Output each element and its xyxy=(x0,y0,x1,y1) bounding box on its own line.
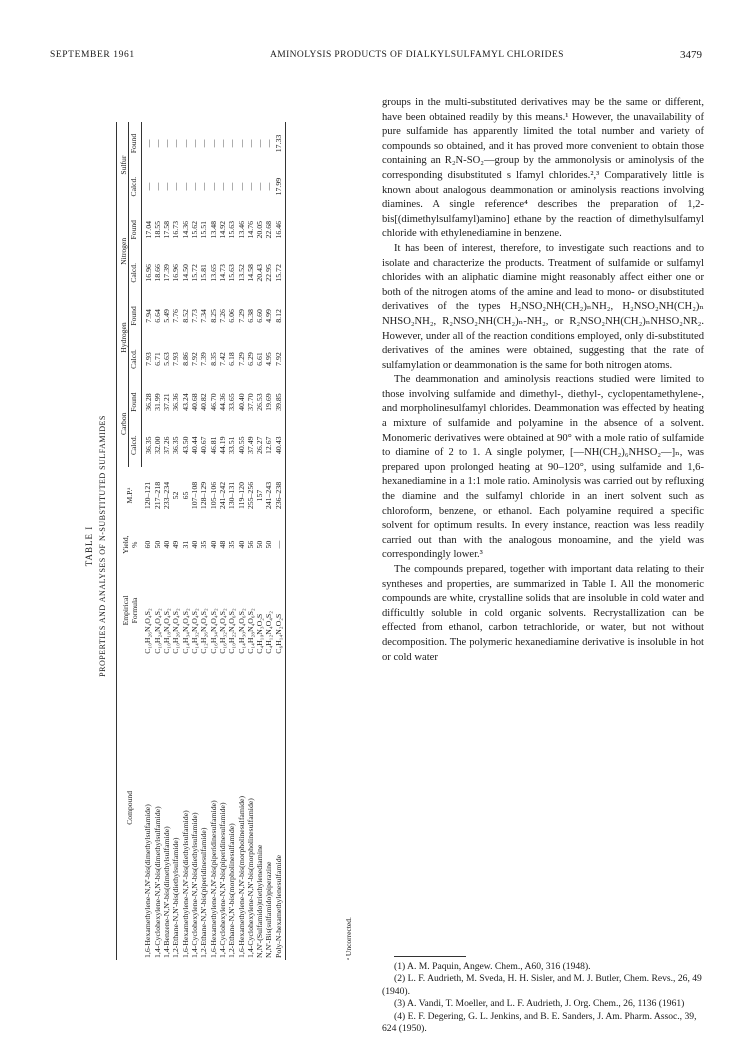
cell-c-found: 36.36 xyxy=(171,393,181,411)
table-row xyxy=(141,122,153,960)
yield-header-2: % xyxy=(130,541,140,548)
cell-n-found: 15.63 xyxy=(227,220,237,239)
cell-n-calcd: 15.72 xyxy=(190,264,200,282)
cell-formula: C₁₀H₂₆N₄O₄S₂ xyxy=(171,608,181,654)
cell-mp: 157 xyxy=(255,489,265,502)
cell-mp: 241–243 xyxy=(264,481,274,510)
cell-h-found: 8.12 xyxy=(274,294,286,337)
cell-h-calcd: 6.61 xyxy=(255,352,265,366)
cell-n-calcd: 14.58 xyxy=(245,264,255,282)
cell-mp: 241–242 xyxy=(217,481,227,510)
table-body xyxy=(141,122,285,960)
cell-c-calcd: 37.26 xyxy=(162,436,172,454)
cell-h-calcd: 6.18 xyxy=(227,352,237,366)
cell-s-calcd: — xyxy=(264,182,274,191)
cell-s-found: — xyxy=(245,139,255,148)
cell-s-calcd: — xyxy=(162,182,172,191)
cell-formula: C₆H₁₄N₂O₂S xyxy=(274,565,286,656)
cell-n-found: 22.68 xyxy=(264,220,274,239)
table-row xyxy=(237,122,246,960)
col-nitrogen: Nitrogen xyxy=(117,208,129,294)
col-sulfur: Sulfur xyxy=(117,122,129,208)
cell-c-calcd: 40.43 xyxy=(274,424,286,467)
carbon-calcd-header: Calcd. xyxy=(129,424,141,467)
cell-c-calcd: 40.44 xyxy=(190,436,200,454)
sulfur-calcd-header: Calcd. xyxy=(129,165,141,208)
cell-yield: 60 xyxy=(143,540,153,549)
reference-2: (2) L. F. Audrieth, M. Sveda, H. H. Sisler, and M. J. Butler, Chem. Revs., 26, 49 (1940). xyxy=(382,973,702,997)
cell-mp: 120–121 xyxy=(143,481,153,510)
cell-c-found: 26.53 xyxy=(255,393,265,411)
nitrogen-calcd-header: Calcd. xyxy=(129,251,141,294)
cell-s-calcd: — xyxy=(171,182,181,191)
cell-c-calcd: 26.27 xyxy=(255,436,265,454)
cell-compound: N,N'-(Sulfamido)triethylenediamine xyxy=(255,844,265,958)
cell-compound: 1,2-Ethane-N,N'-bis(diethylsulfamide) xyxy=(171,837,181,958)
cell-s-found: — xyxy=(171,139,181,148)
cell-n-calcd: 18.66 xyxy=(152,264,162,282)
cell-h-calcd: 5.63 xyxy=(162,352,172,366)
cell-compound: 1,4-Cyclohexylene-N,N'-bis(dimethylsulfamide) xyxy=(152,806,162,958)
cell-c-calcd: 12.67 xyxy=(264,436,274,454)
cell-formula: C₄H₁₀N₃O₂S xyxy=(255,613,265,654)
cell-s-found: — xyxy=(190,139,200,148)
cell-n-found: 13.46 xyxy=(236,220,246,239)
cell-h-calcd: 7.42 xyxy=(217,352,227,366)
cell-c-found: 33.65 xyxy=(227,393,237,411)
cell-mp: 128–129 xyxy=(199,481,209,510)
cell-formula: C₁₂H₂₆N₄O₄S₂ xyxy=(199,608,209,654)
table-row xyxy=(218,122,227,960)
cell-h-calcd: 7.29 xyxy=(236,352,246,366)
cell-c-calcd: 32.00 xyxy=(152,436,162,454)
table-region xyxy=(82,96,364,996)
cell-n-calcd: 14.73 xyxy=(217,264,227,282)
cell-mp: 119–120 xyxy=(236,482,246,510)
cell-yield: — xyxy=(274,524,286,565)
cell-h-calcd: 8.86 xyxy=(180,352,190,366)
cell-yield: 31 xyxy=(180,540,190,549)
cell-s-calcd: — xyxy=(227,182,237,191)
cell-c-found: 37.70 xyxy=(245,393,255,411)
cell-h-found: 6.60 xyxy=(255,309,265,323)
reference-4: (4) E. F. Degering, G. L. Jenkins, and B. E. Sanders, J. Am. Pharm. Assoc., 39, 624 (1950). xyxy=(382,1010,697,1035)
references xyxy=(382,956,704,1035)
cell-n-found: 15.62 xyxy=(190,220,200,239)
table-row xyxy=(274,122,286,960)
reference-1: (1) A. M. Paquin, Angew. Chem., A60, 316 (1948). xyxy=(394,961,591,972)
cell-n-calcd: 20.43 xyxy=(255,264,265,282)
cell-formula: C₁₀H₁₈N₄O₄S₂ xyxy=(162,608,172,654)
cell-compound: 1,4-Cyclohexylene-N,N'-bis(diethylsulfamide) xyxy=(190,812,200,958)
cell-s-found: 17.33 xyxy=(274,122,286,165)
table-row xyxy=(153,122,162,960)
cell-formula: C₁₀H₂₆N₄O₄S₂ xyxy=(143,608,153,654)
col-hydrogen: Hydrogen xyxy=(117,294,129,380)
table-row xyxy=(171,122,180,960)
cell-n-calcd: 14.50 xyxy=(180,264,190,282)
cell-n-found: 16.46 xyxy=(274,208,286,251)
cell-mp: 255–256 xyxy=(245,481,255,510)
cell-s-calcd: 17.99 xyxy=(274,165,286,208)
cell-mp: 236–238 xyxy=(274,467,286,524)
cell-s-found: — xyxy=(143,139,153,148)
cell-n-calcd: 13.52 xyxy=(236,264,246,282)
cell-n-calcd: 22.95 xyxy=(264,264,274,282)
cell-c-calcd: 33.51 xyxy=(227,436,237,454)
cell-c-calcd: 46.81 xyxy=(208,436,218,454)
cell-formula: C₁₄H₃₄N₄O₄S₂ xyxy=(180,608,190,654)
cell-compound: 1,6-Hexamethylene-N,N'-bis(diethylsulfamide) xyxy=(180,810,190,958)
cell-h-found: 6.64 xyxy=(152,309,162,323)
cell-c-calcd: 40.55 xyxy=(236,436,246,454)
table-row xyxy=(199,122,208,960)
cell-h-found: 8.52 xyxy=(180,309,190,323)
cell-n-calcd: 17.39 xyxy=(162,264,172,282)
cell-yield: 40 xyxy=(236,540,246,549)
cell-n-calcd: 15.72 xyxy=(274,251,286,294)
cell-yield: 35 xyxy=(227,540,237,549)
cell-s-calcd: — xyxy=(180,182,190,191)
cell-s-found: — xyxy=(199,139,209,148)
cell-s-calcd: — xyxy=(190,182,200,191)
cell-c-found: 40.82 xyxy=(199,393,209,411)
cell-n-found: 17.04 xyxy=(143,220,153,239)
cell-s-calcd: — xyxy=(152,182,162,191)
cell-c-found: 37.21 xyxy=(162,393,172,411)
cell-h-found: 7.29 xyxy=(236,309,246,323)
cell-compound: 1,2-Ethane-N,N'-bis(morpholinesulfamide) xyxy=(227,823,237,958)
header-title: AMINOLYSIS PRODUCTS OF DIALKYLSULFAMYL CHLORIDES xyxy=(270,50,564,60)
formula-header-1: Empirical xyxy=(120,595,130,626)
cell-compound: 1,4-Benzene-N,N'-bis(dimethylsulfamide) xyxy=(162,826,172,958)
cell-compound: 1,6-Hexamethylene-N,N'-bis(dimethylsulfamide) xyxy=(143,804,153,958)
cell-formula: C₁₆H₃₄N₄O₄S₂ xyxy=(208,608,218,654)
cell-h-found: 5.49 xyxy=(162,309,172,323)
header-date: SEPTEMBER 1961 xyxy=(50,50,135,60)
cell-n-calcd: 15.63 xyxy=(227,264,237,282)
yield-header-1: Yield, xyxy=(120,535,130,554)
cell-h-found: 6.06 xyxy=(227,309,237,323)
col-compound: Compound xyxy=(117,656,142,960)
cell-formula: C₁₆H₃₂N₄O₄S₂ xyxy=(217,608,227,654)
cell-mp: 65 xyxy=(180,491,190,500)
cell-h-found: 6.38 xyxy=(245,309,255,323)
cell-c-found: 39.85 xyxy=(274,381,286,424)
table-row xyxy=(162,122,171,960)
cell-n-calcd: 15.81 xyxy=(199,264,209,282)
reference-divider xyxy=(394,956,466,957)
sulfur-found-header: Found xyxy=(129,122,141,165)
cell-h-found: 7.94 xyxy=(143,309,153,323)
cell-s-found: — xyxy=(162,139,172,148)
cell-formula: C₁₄H₃₀N₄O₆S₂ xyxy=(236,608,246,654)
cell-compound: 1,6-Hexamethylene-N,N'-bis(piperidinesulfamide) xyxy=(208,800,218,958)
cell-mp: 105–106 xyxy=(208,481,218,510)
page-number: 3479 xyxy=(680,49,702,61)
cell-n-found: 17.58 xyxy=(162,220,172,239)
rotated-table xyxy=(82,96,364,996)
cell-s-calcd: — xyxy=(217,182,227,191)
cell-h-calcd: 7.93 xyxy=(171,352,181,366)
nitrogen-found-header: Found xyxy=(129,208,141,251)
cell-c-found: 19.69 xyxy=(264,393,274,411)
cell-n-found: 18.55 xyxy=(152,220,162,239)
cell-n-found: 13.48 xyxy=(208,220,218,239)
paragraph-2: It has been of interest, therefore, to investigate such reactions and to isolate and characterize the products. Treatment of sulfamide or sulfamyl chlorides with an aliphatic diamine might reasonably affect either one or both of the nitrogen atoms of the amine and lead to mono- or disubstituted derivatives of the types H₂NSO₂NH(CH₂)ₙNH₂, H₂NSO₂NH(CH₂)ₙ NHSO₂NH₂, R₂NSO₂NH(CH₂)ₙ-NH₂, or R₂NSO₂NH(CH₂)ₙNHSO₂NR₂. However, under all of the reaction conditions employed, only di-substituted derivatives of the amines were obtained, suggesting that the rate of sulfamylation or deammonation is the same for both nitrogen atoms. xyxy=(382,242,704,371)
cell-yield: 50 xyxy=(264,540,274,549)
cell-c-calcd: 44.19 xyxy=(217,436,227,454)
cell-mp: 107–108 xyxy=(190,481,200,510)
cell-c-calcd: 40.67 xyxy=(199,436,209,454)
table-row xyxy=(264,122,273,960)
cell-h-calcd: 7.92 xyxy=(190,352,200,366)
cell-h-found: 7.73 xyxy=(190,309,200,323)
cell-s-calcd: — xyxy=(143,182,153,191)
cell-yield: 48 xyxy=(217,540,227,549)
table-row xyxy=(255,122,264,960)
cell-yield: 35 xyxy=(199,540,209,549)
cell-h-calcd: 7.39 xyxy=(199,352,209,366)
cell-s-found: — xyxy=(255,139,265,148)
cell-s-found: — xyxy=(227,139,237,148)
cell-s-found: — xyxy=(180,139,190,148)
cell-s-found: — xyxy=(152,139,162,148)
col-yield xyxy=(117,524,142,565)
cell-c-found: 44.36 xyxy=(217,393,227,411)
table-number: TABLE I xyxy=(84,525,94,567)
cell-s-calcd: — xyxy=(236,182,246,191)
cell-c-found: 31.99 xyxy=(152,393,162,411)
cell-s-found: — xyxy=(217,139,227,148)
reference-3: (3) A. Vandi, T. Moeller, and L. F. Audrieth, J. Org. Chem., 26, 1136 (1961) xyxy=(394,998,685,1010)
cell-c-found: 40.40 xyxy=(236,393,246,411)
cell-c-found: 36.28 xyxy=(143,393,153,411)
cell-s-found: — xyxy=(236,139,246,148)
cell-h-calcd: 6.29 xyxy=(245,352,255,366)
cell-n-calcd: 16.96 xyxy=(171,264,181,282)
cell-yield: 49 xyxy=(171,540,181,549)
cell-s-calcd: — xyxy=(199,182,209,191)
table-row xyxy=(246,122,255,960)
cell-n-calcd: 16.96 xyxy=(143,264,153,282)
cell-compound: 1,6-Hexamethylene-N,N'-bis(morpholinesulfamide) xyxy=(236,795,246,958)
table-row xyxy=(209,122,218,960)
paragraph-4: The compounds prepared, together with important data relating to their syntheses and properties, are summarized in Table I. All the monomeric compounds are white, crystalline solids that are insoluble in cold water and difficultly soluble in cold organic solvents. Recrystallization can be effected from ethanol, carbon tetrachloride, or water, but not without decomposition. The polymeric hexanediamine derivative is insoluble in hot or cold water xyxy=(382,564,704,663)
cell-compound: N,N'-Bis(sulfamido)piperazine xyxy=(264,861,274,958)
cell-h-calcd: 6.71 xyxy=(152,352,162,366)
table-row xyxy=(181,122,190,960)
cell-h-found: 8.25 xyxy=(208,309,218,323)
cell-h-found: 7.26 xyxy=(217,309,227,323)
cell-yield: 50 xyxy=(255,540,265,549)
cell-h-calcd: 8.35 xyxy=(208,352,218,366)
cell-mp: 130–131 xyxy=(227,481,237,510)
running-header xyxy=(50,50,702,64)
cell-h-found: 7.34 xyxy=(199,309,209,323)
properties-table xyxy=(116,122,286,960)
cell-yield: 40 xyxy=(208,540,218,549)
cell-compound: 1,4-Cyclohexylene-N,N'-bis(piperidinesulfamide) xyxy=(217,802,227,958)
cell-c-calcd: 37.49 xyxy=(245,436,255,454)
cell-s-calcd: — xyxy=(208,182,218,191)
cell-c-calcd: 36.35 xyxy=(171,436,181,454)
cell-formula: C₁₀H₂₂N₄O₆S₂ xyxy=(227,608,237,654)
cell-n-found: 14.92 xyxy=(217,220,227,239)
cell-h-calcd: 7.93 xyxy=(143,352,153,366)
cell-compound: 1,4-Cyclohexylene-N,N'-bis(morpholinesulfamide) xyxy=(245,798,255,958)
cell-yield: 56 xyxy=(245,540,255,549)
cell-yield: 40 xyxy=(162,540,172,549)
cell-formula: C₁₀H₂₄N₄O₄S₂ xyxy=(152,608,162,654)
table-row xyxy=(227,122,236,960)
cell-formula: C₄H₁₂N₄O₄S₂ xyxy=(264,611,274,654)
hydrogen-found-header: Found xyxy=(129,294,141,337)
paragraph-3: The deammonation and aminolysis reactions studied were limited to those involving sulfamide and dimethyl-, diethyl-, cyclopentamethylene-, and morpholinesulfamyl chlorides. Deammonation was effected by heating a mixture of sulfamide and polyamine in the absence of a solvent. Monomeric derivatives were obtained at 90° with a mole ratio of sulfamide to diamine of 2 to 1. A single polymer, [—NH(CH₂)₆NHSO₂—]ₙ, was prepared upon prolonged heating at 90–120°, using sulfamide and 1,6-hexanediamine in a 1:1 mole ratio. Aminolysis was carried out by refluxing the diamine and the sulfamyl chloride in an inert solvent such as chloroform, benzene, or ethanol. Each polyamine required a specific solvent for optimum results. In every instance, reaction was less readily carried out than with the analogous monoamine, and the yield was correspondingly lower.³ xyxy=(382,374,704,561)
col-carbon: Carbon xyxy=(117,381,129,467)
cell-compound: 1,2-Ethane-N,N'-bis(piperidinesulfamide) xyxy=(199,827,209,958)
col-mp: M.P.ᵃ xyxy=(117,467,142,524)
cell-s-calcd: — xyxy=(255,182,265,191)
cell-h-found: 4.99 xyxy=(264,309,274,323)
cell-mp: 52 xyxy=(171,491,181,500)
cell-s-found: — xyxy=(208,139,218,148)
cell-c-found: 46.70 xyxy=(208,393,218,411)
cell-c-found: 40.68 xyxy=(190,393,200,411)
cell-h-found: 7.76 xyxy=(171,309,181,323)
cell-mp: 217–218 xyxy=(152,481,162,510)
table-footnote: ᵃ Uncorrected. xyxy=(344,917,353,960)
cell-c-calcd: 36.35 xyxy=(143,436,153,454)
cell-c-calcd: 43.50 xyxy=(180,436,190,454)
cell-n-found: 14.76 xyxy=(245,220,255,239)
formula-header-2: Formula xyxy=(130,597,140,624)
cell-yield: 40 xyxy=(190,540,200,549)
table-title: PROPERTIES AND ANALYSES OF N-SUBSTITUTED SULFAMIDES xyxy=(98,415,107,677)
carbon-found-header: Found xyxy=(129,381,141,424)
cell-n-found: 14.36 xyxy=(180,220,190,239)
cell-compound: Poly-N-hexamethylenesulfamide xyxy=(274,656,286,960)
cell-n-found: 15.51 xyxy=(199,220,209,239)
cell-h-calcd: 4.95 xyxy=(264,352,274,366)
paragraph-1: groups in the multi-substituted derivatives may be the same or different, have been obtained readily by this means.¹ However, the unavailability of pure sulfamide has apparently limited the total number and variety of compounds so obtained, and it has proved more convenient to obtain those containing an R₂N-SO₂—group by the ammonolysis or aminolysis of the corresponding disubstituted s lfamyl chlorides.²,³ Comparatively little is known about analogous deammonation or aminolysis reactions involving diamines. A single reference⁴ describes the preparation of 1,2-bis[(dimethylsulfamyl)amino] ethane by the reaction of dimethylsulfamyl chloride with ethylenediamine in benzene. xyxy=(382,97,704,240)
cell-mp: 233–234 xyxy=(162,481,172,510)
cell-c-found: 43.24 xyxy=(180,393,190,411)
cell-formula: C₁₄H₂₈N₄O₆S₂ xyxy=(245,608,255,654)
cell-yield: 50 xyxy=(152,540,162,549)
cell-n-found: 20.05 xyxy=(255,220,265,239)
table-row xyxy=(190,122,199,960)
body-text xyxy=(382,96,704,665)
cell-formula: C₁₄H₃₂N₄O₄S₂ xyxy=(190,608,200,654)
cell-n-found: 16.73 xyxy=(171,220,181,239)
cell-s-calcd: — xyxy=(245,182,255,191)
hydrogen-calcd-header: Calcd. xyxy=(129,337,141,380)
cell-h-calcd: 7.92 xyxy=(274,337,286,380)
col-formula xyxy=(117,565,142,656)
cell-s-found: — xyxy=(264,139,274,148)
cell-n-calcd: 13.65 xyxy=(208,264,218,282)
